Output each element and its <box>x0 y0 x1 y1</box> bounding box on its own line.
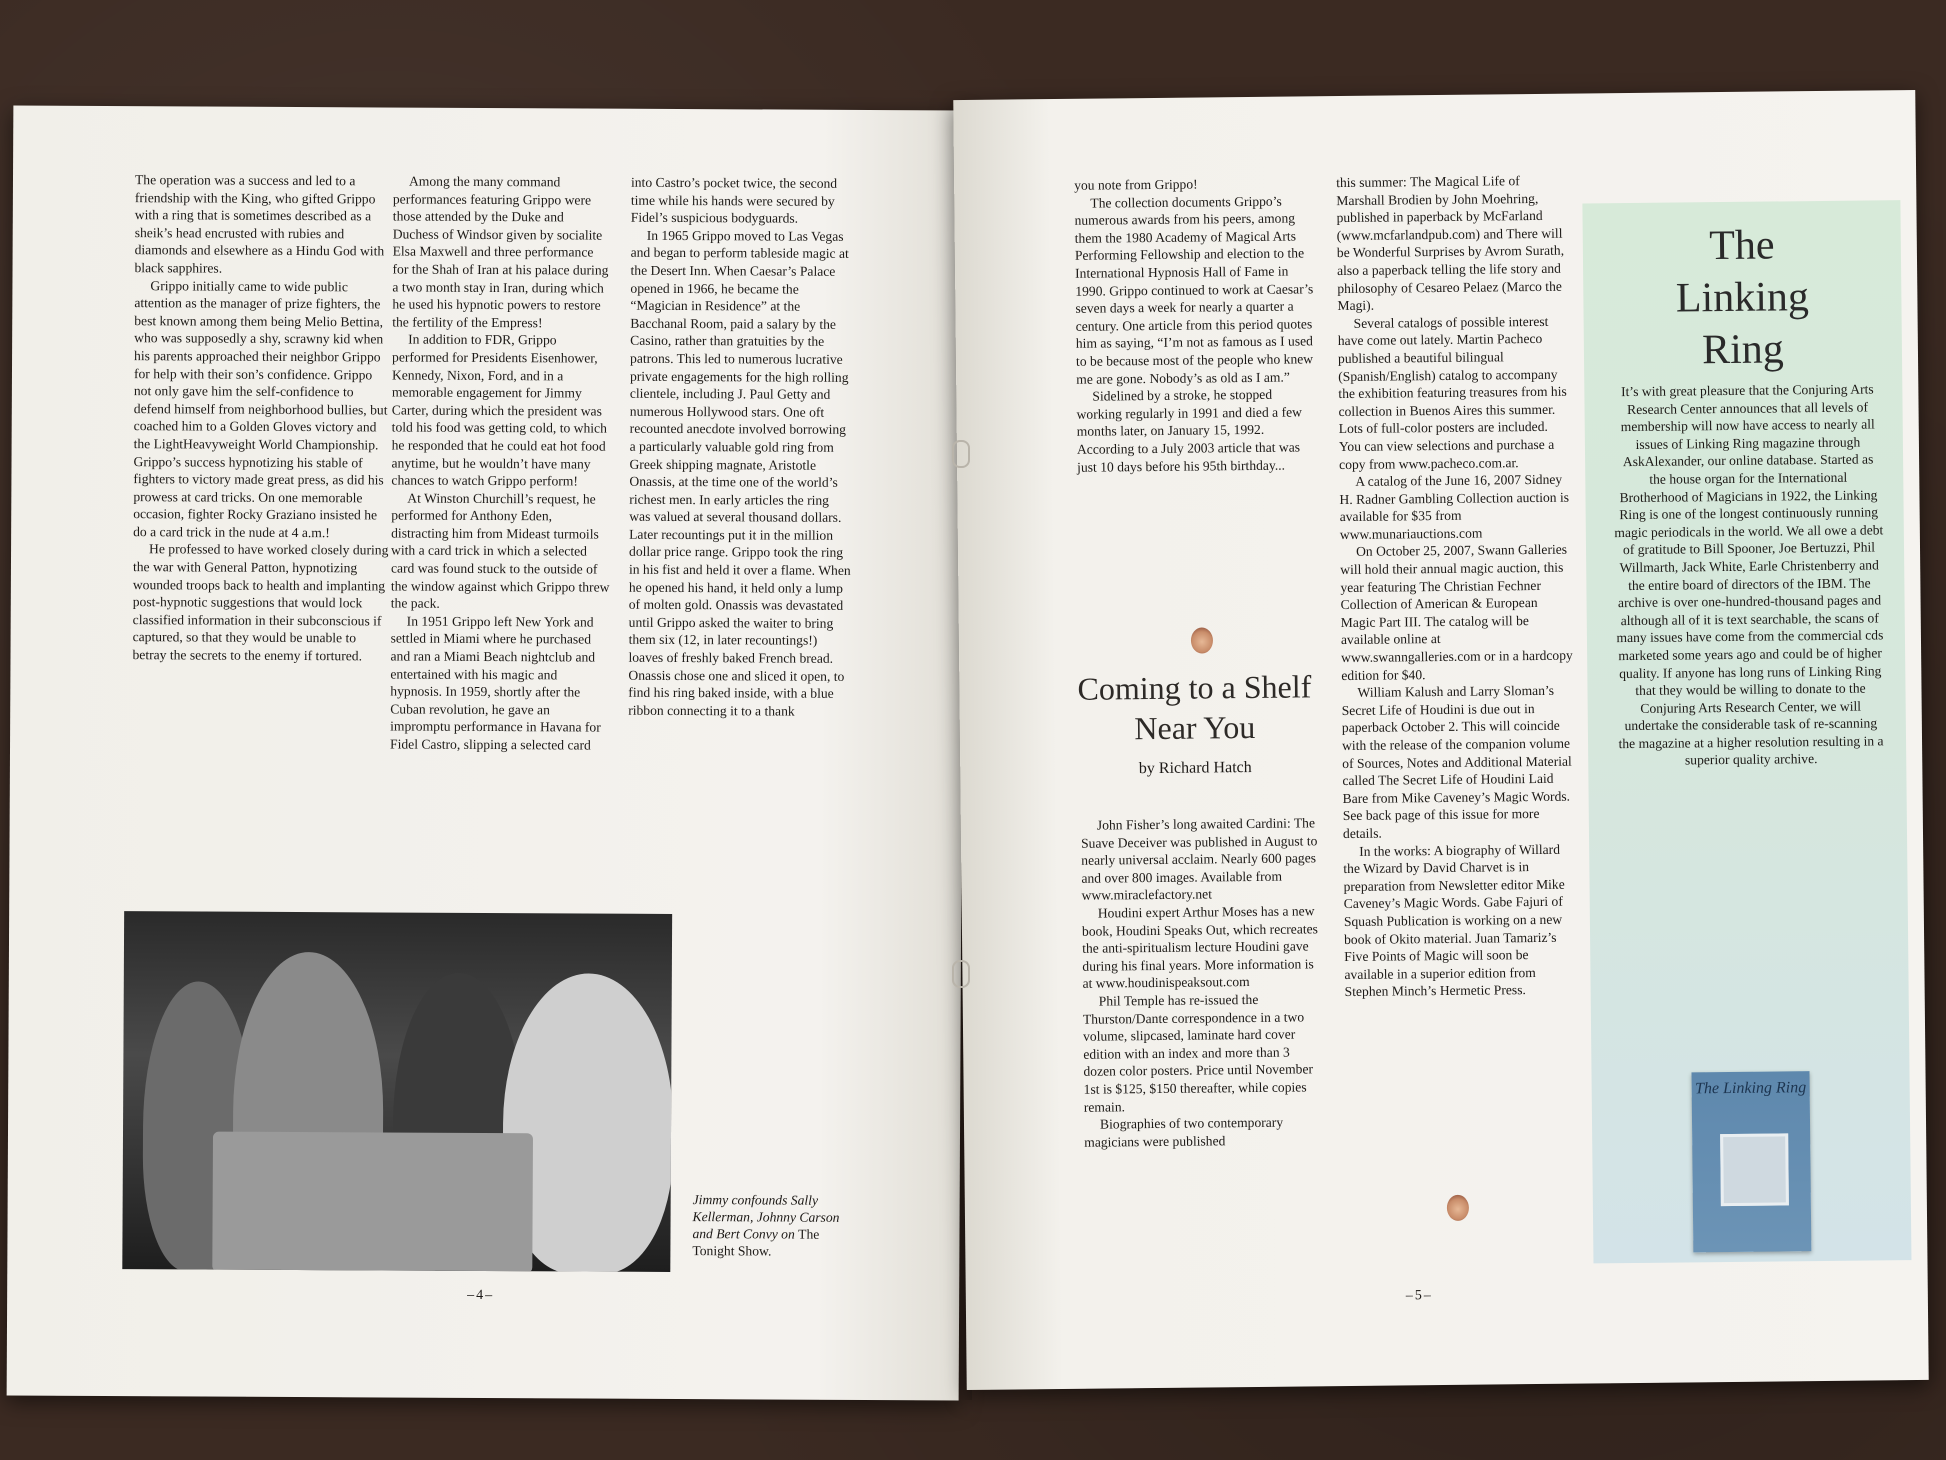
paragraph: Biographies of two contemporary magicians were published <box>1084 1114 1284 1150</box>
paragraph: In the works: A biography of Willard the Wizard by David Charvet is in preparation from Newsletter editor Mike Caveney’s Magic Words. Gabe Fajuri of Squash Publication is working on a new book of Okito material. Juan Tamariz’s Five Points of Magic will soon be available in a superior edition from Stephen Minch’s Hermetic Press. <box>1343 841 1565 1000</box>
right-column-1-top <box>1074 174 1317 476</box>
left-column-3 <box>628 174 853 721</box>
paragraph: John Fisher’s long awaited Cardini: The Suave Deceiver was published in August to nearly universal acclaim. Nearly 600 pages and over 800 images. Available from www.miraclefactory.net <box>1080 815 1318 904</box>
paragraph: Houdini expert Arthur Moses has a new book, Houdini Speaks Out, which recreates the anti-spiritualism lecture Houdini gave during his final years. More information is at www.houdinispeaksout.com <box>1081 903 1318 992</box>
paragraph: this summer: The Magical Life of Marshall Brodien by John Moehring, published in paperback by McFarland (www.mcfarlandpub.com) and There will be Wonderful Surprises by Avrom Surath, also a paperback telling the life story and philosophy of Cesareo Pelaez (Marco the Magi). <box>1336 173 1565 314</box>
linking-ring-sidebar <box>1582 200 1911 1263</box>
grippo-face-icon <box>1447 1195 1469 1221</box>
right-page <box>953 90 1928 1390</box>
sidebar-body: It’s with great pleasure that the Conjuring Arts Research Center announces that all levels of membership will now have access to nearly all issues of Linking Ring magazine through AskAlexander, our online database. Started as the house organ for the International Brotherhood of Magicians in 1922, the Linking Ring is one of the longest continuously running magic periodicals in the world. We all owe a debt of gratitude to Bill Spooner, Joe Bertuzzi, Phil Willmarth, Jack White, Earle Christenberry and the entire board of directors of the IBM. The archive is over one-hundred-thousand pages and although all of it is text searchable, the scans of many issues have come from the commercial cds marketed some years ago and could be of higher quality. If anyone has long runs of Linking Ring that they would be willing to donate to the Conjuring Arts Research Center, we will undertake the considerable task of re-scanning the magazine at a higher resolution resulting in a superior quality archive. <box>1614 381 1884 768</box>
paragraph: In 1951 Grippo left New York and settled in Miami where he purchased and ran a Miami Beach nightclub and entertained with his magic and hypnosis. In 1959, shortly after the Cuban revolution, he gave an impromptu performance in Havana for Fidel Castro, slipping a selected card <box>390 613 601 753</box>
left-column-2 <box>390 173 613 755</box>
photo-caption <box>692 1191 862 1260</box>
grippo-face-icon <box>1191 627 1213 653</box>
paragraph: Sidelined by a stroke, he stopped working regularly in 1991 and died a few months later, on January 15, 1992. According to a July 2003 article that was just 10 days before his 95th birthday... <box>1076 386 1303 475</box>
left-column-1 <box>132 171 393 665</box>
paragraph: He professed to have worked closely during the war with General Patton, hypnotizing wounded troops back to health and implanting post-hypnotic suggestions that would lock classified information in their subconscious if captured, so that they would be unable to betray the secrets to the enemy if tortured. <box>132 541 389 664</box>
paragraph: into Castro’s pocket twice, the second time while his hands were secured by Fidel’s suspicious bodyguards. <box>630 174 838 226</box>
staple <box>952 440 970 468</box>
article-heading: Coming to a Shelf Near You <box>1077 668 1312 747</box>
sidebar-title: The Linking Ring <box>1675 222 1810 374</box>
paragraph: you note from Grippo! <box>1074 176 1198 193</box>
tonight-show-photo <box>122 911 672 1272</box>
staple <box>952 960 970 988</box>
cover-portrait <box>1720 1133 1789 1206</box>
caption-text: Jimmy confounds Sally Kellerman, Johnny Carson and Bert Convy on <box>692 1192 840 1242</box>
page-number-right: –5– <box>1405 1288 1433 1304</box>
paragraph: In addition to FDR, Grippo performed for Presidents Eisenhower, Kennedy, Nixon, Ford, and in a memorable engagement for Jimmy Carter, during which the president was told his food was getting cold, to which he responded that he could eat hot food anytime, but he wouldn’t have many chances to watch Grippo perform! <box>391 331 607 489</box>
paragraph: The operation was a success and led to a friendship with the King, who gifted Grippo with a ring that is sometimes described as a sheik’s head encrusted with rubies and diamonds and elsewhere as a Hindu God with black sapphires. <box>134 172 385 276</box>
paragraph: A catalog of the June 16, 2007 Sidney H. Radner Gambling Collection auction is available for $35 from www.munariauctions.com <box>1339 471 1570 542</box>
page-number-left: –4– <box>467 1287 495 1304</box>
paragraph: At Winston Churchill’s request, he performed for Anthony Eden, distracting him from Mideast turmoils with a card trick in which a selected card was found stuck to the outside of the window against which Grippo threw the pack. <box>390 490 610 612</box>
paragraph: Among the many command performances featuring Grippo were those attended by the Duke and Duchess of Windsor given by socialite Elsa Maxwell and three performance for the Shah of Iran at his palace during a two month stay in Iran, during which he used his hypnotic powers to restore the fertility of the Empress! <box>392 173 609 331</box>
right-column-2 <box>1336 172 1577 1001</box>
photo-table <box>212 1132 533 1272</box>
caption-show: The Tonight Show. <box>692 1226 820 1259</box>
paragraph: The collection documents Grippo’s numerous awards from his peers, among them the 1980 Academy of Magical Arts Performing Fellowship and election to the International Hypnosis Hall of Fame in 1990. Grippo continued to work at Caesar’s seven days a week for nearly a quarter a century. One article from this period quotes him as saying, “I’m not as famous as I used to be because most of the people who knew me are gone. Nobody’s as old as I am.” <box>1074 193 1314 387</box>
linking-ring-cover <box>1691 1071 1811 1252</box>
paragraph: Phil Temple has re-issued the Thurston/Dante correspondence in a two volume, slipcased, laminate hard cover edition with an index and more than 3 dozen color posters. Price until November 1st is $125, $150 thereafter, while copies remain. <box>1082 991 1314 1115</box>
right-column-1-bottom <box>1081 814 1324 1151</box>
article-byline: by Richard Hatch <box>1138 758 1252 778</box>
paragraph: Grippo initially came to wide public attention as the manager of prize fighters, the best known among them being Melio Bettina, who was supposedly a shy, scrawny kid when his parents approached their neighbor Grippo for help with their son’s confidence. Grippo not only gave him the self-confidence to defend himself from neighborhood bullies, but coached him to a Golden Gloves victory and the LightHeavyweight World Championship. Grippo’s success hypnotizing his stable of fighters to victory made great press, as did his prowess at card tricks. On one memorable occasion, fighter Rocky Graziano insisted he do a card trick in the nude at 4 a.m.! <box>133 277 388 541</box>
paragraph: William Kalush and Larry Sloman’s Secret Life of Houdini is due out in paperback October 2. This will coincide with the release of the companion volume of Sources, Notes and Additional Material called The Secret Life of Houdini Laid Bare from Mike Caveney’s Magic Words. See back page of this issue for more details. <box>1341 683 1572 841</box>
paragraph: Several catalogs of possible interest have come out lately. Martin Pacheco published a beautiful bilingual (Spanish/English) catalog to accompany the exhibition featuring treasures from his collection in Buenos Aires this summer. Lots of full-color posters are included. You can view selections and purchase a copy from www.pacheco.com.ar. <box>1337 313 1567 472</box>
cover-title: The Linking Ring <box>1695 1079 1807 1098</box>
left-page <box>7 106 966 1401</box>
paragraph: In 1965 Grippo moved to Las Vegas and began to perform tableside magic at the Desert Inn. When Caesar’s Palace opened in 1966, he became the “Magician in Residence” at the Bacchanal Room, paid a salary by the Casino, rather than gratuities by the patrons. This led to numerous lucrative private engagements for the high rolling clientele, including J. Paul Getty and numerous Hollywood stars. One oft recounted anecdote involved borrowing a particularly valuable gold ring from Greek shipping magnate, Aristotle Onassis, at the time one of the world’s richest men. In early articles the ring was valued at several thousand dollars. Later recountings put it in the million dollar price range. Grippo took the ring in his fist and held it over a flame. When he opened his hand, it held only a lump of molten gold. Onassis was devastated until Grippo asked the waiter to bring them six (12, in later recountings!) loaves of freshly baked French bread. Onassis chose one and sliced it open, to find his ring baked inside, with a blue ribbon connecting it to a thank <box>628 227 851 719</box>
paragraph: On October 25, 2007, Swann Galleries will hold their annual magic auction, this year featuring The Christian Fechner Collection of American & European Magic Part III. The catalog will be available online at www.swanngalleries.com or in a hardcopy edition for $40. <box>1340 542 1573 683</box>
